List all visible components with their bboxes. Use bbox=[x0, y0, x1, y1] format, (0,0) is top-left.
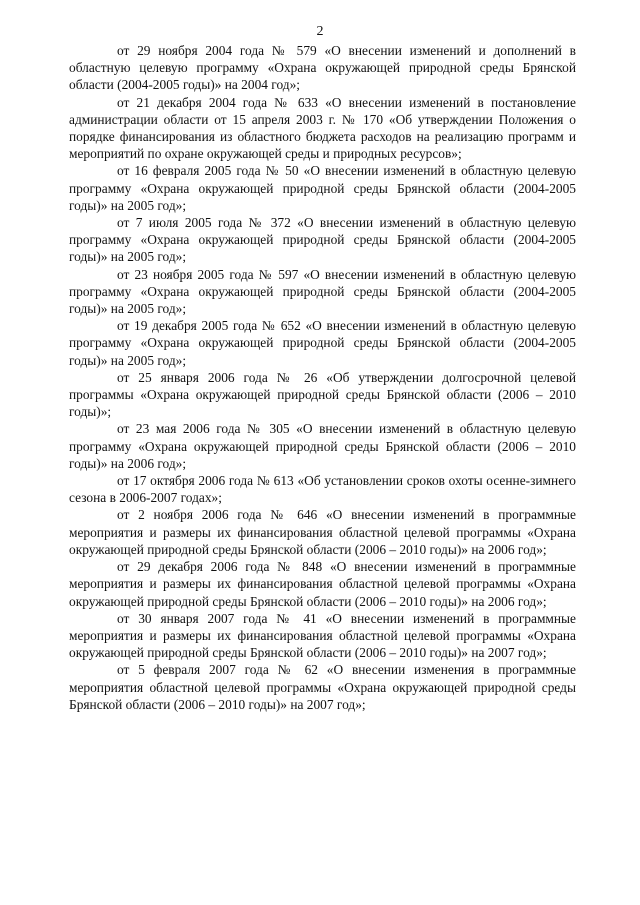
decree-item: от 16 февраля 2005 года № 50 «О внесении изменений в областную целевую программу «Охрана окружающей природной среды Брянской области (2004-2005 годы)» на 2005 год»; bbox=[69, 163, 576, 213]
decree-item: от 30 января 2007 года № 41 «О внесении изменений в программные мероприятия и размеры их финансирования областной целевой программы «Охрана окружающей природной среды Брянской области (2006 – 2010 годы)» на 2007 год»; bbox=[69, 610, 576, 661]
decree-item: от 21 декабря 2004 года № 633 «О внесении изменений в постановление администрации области от 15 апреля 2003 г. № 170 «Об утверждении Положения о порядке финансирования из областного бюджета расходов на реализацию программ и мероприятий по охране окружающей среды и природных ресурсов»; bbox=[69, 94, 576, 162]
decree-item: от 23 ноября 2005 года № 597 «О внесении изменений в областную целевую программу «Охрана окружающей природной среды Брянской области (2004-2005 годы)» на 2005 год»; bbox=[69, 266, 576, 317]
decree-item: от 5 февраля 2007 года № 62 «О внесении изменения в программные мероприятия областной целевой программы «Охрана окружающей природной среды Брянской области (2006 – 2010 годы)» на 2007 год»; bbox=[69, 662, 576, 712]
decree-item: от 25 января 2006 года № 26 «Об утверждении долгосрочной целевой программы «Охрана окружающей природной среды Брянской области (2006 – 2010 годы)»; bbox=[69, 369, 576, 420]
decree-item: от 17 октября 2006 года № 613 «Об установлении сроков охоты осенне-зимнего сезона в 2006-2007 годах»; bbox=[69, 473, 576, 506]
decree-item: от 2 ноября 2006 года № 646 «О внесении изменений в программные мероприятия и размеры их финансирования областной целевой программы «Охрана окружающей природной среды Брянской области (2006 – 2010 годы)» на 2006 год»; bbox=[69, 507, 576, 557]
decree-item: от 19 декабря 2005 года № 652 «О внесении изменений в областную целевую программу «Охрана окружающей природной среды Брянской области (2004-2005 годы)» на 2005 год»; bbox=[69, 318, 576, 368]
decree-item: от 29 декабря 2006 года № 848 «О внесении изменений в программные мероприятия и размеры их финансирования областной целевой программы «Охрана окружающей природной среды Брянской области (2006 – 2010 годы)» на 2006 год»; bbox=[69, 559, 576, 609]
decree-item: от 7 июля 2005 года № 372 «О внесении изменений в областную целевую программу «Охрана окружающей природной среды Брянской области (2004-2005 годы)» на 2005 год»; bbox=[69, 215, 576, 265]
decree-list bbox=[69, 42, 576, 713]
decree-item: от 23 мая 2006 года № 305 «О внесении изменений в областную целевую программу «Охрана окружающей природной среды Брянской области (2006 – 2010 годы)» на 2006 год»; bbox=[69, 421, 576, 471]
decree-item: от 29 ноября 2004 года № 579 «О внесении изменений и дополнений в областную целевую программу «Охрана окружающей природной среды Брянской области (2004-2005 годы)» на 2004 год»; bbox=[69, 43, 576, 93]
page-number: 2 bbox=[316, 24, 324, 39]
